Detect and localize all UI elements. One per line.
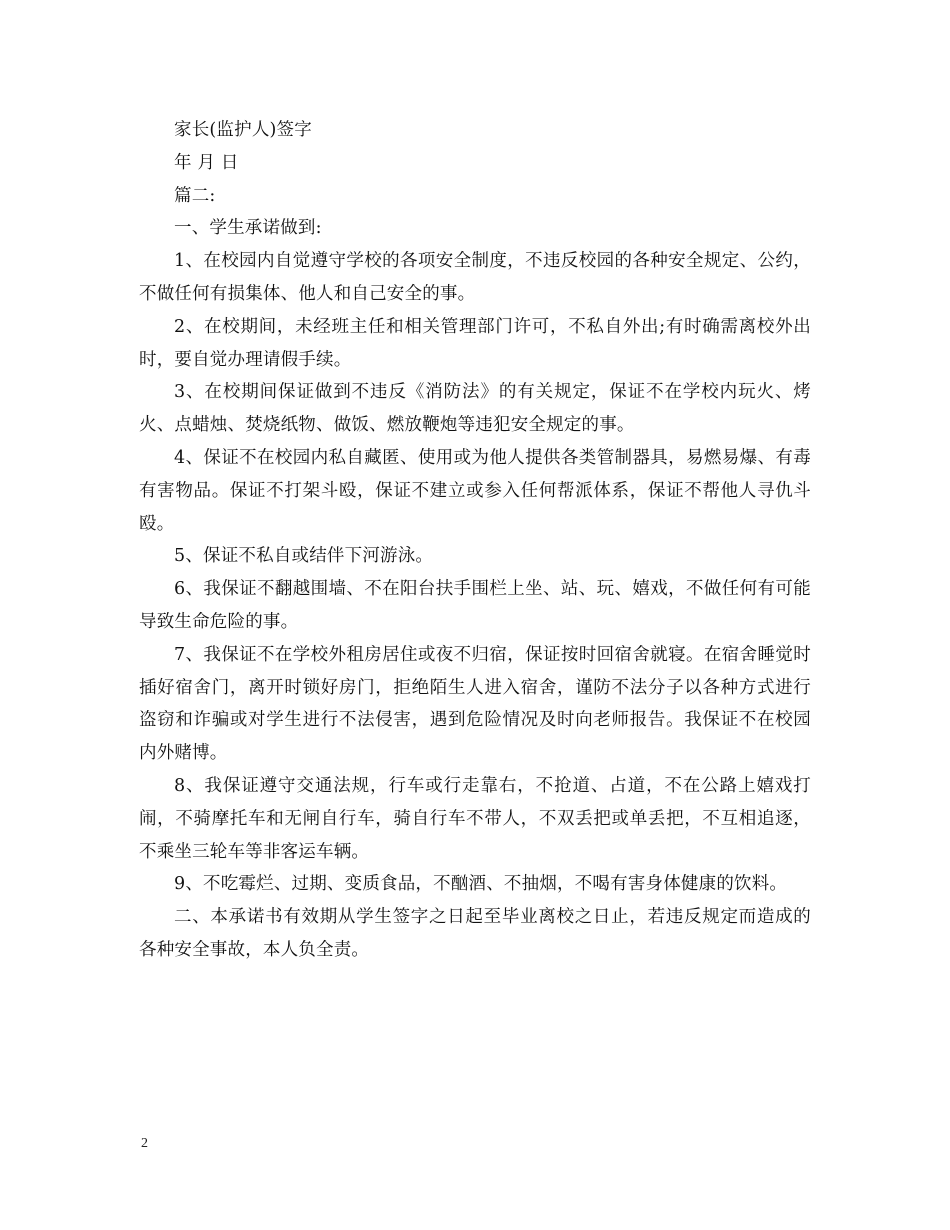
validity-clause: 二、本承诺书有效期从学生签字之日起至毕业离校之日止，若违反规定而造成的各种安全事故，本人负全责。 xyxy=(139,907,811,960)
commitment-item-3: 3、在校期间保证做到不违反《消防法》的有关规定，保证不在学校内玩火、烤火、点蜡烛、焚烧纸物、做饭、燃放鞭炮等违犯安全规定的事。 xyxy=(139,382,811,436)
section-heading: 篇二: xyxy=(174,185,216,206)
date-line: 年 月 日 xyxy=(174,152,239,173)
commitment-item-6: 6、我保证不翻越围墙、不在阳台扶手围栏上坐、站、玩、嬉戏，不做任何有可能导致生命危险的事。 xyxy=(139,579,811,632)
commitment-item-4: 4、保证不在校园内私自藏匿、使用或为他人提供各类管制器具，易燃易爆、有毒有害物品。保证不打架斗殴，保证不建立或参入任何帮派体系，保证不帮他人寻仇斗殴。 xyxy=(139,447,811,534)
commitment-heading: 一、学生承诺做到: xyxy=(174,218,322,239)
guardian-signature-line: 家长(监护人)签字 xyxy=(174,120,312,140)
commitment-item-1: 1、在校园内自觉遵守学校的各项安全制度，不违反校园的各种安全规定、公约，不做任何有损集体、他人和自己安全的事。 xyxy=(139,251,811,304)
page-number: 2 xyxy=(141,1136,148,1151)
commitment-item-2: 2、在校期间，未经班主任和相关管理部门许可，不私自外出;有时确需离校外出时，要自觉办理请假手续。 xyxy=(139,316,811,370)
commitment-item-9: 9、不吃霉烂、过期、变质食品，不酗酒、不抽烟，不喝有害身体健康的饮料。 xyxy=(174,874,788,895)
commitment-item-7: 7、我保证不在学校外租房居住或夜不归宿，保证按时回宿舍就寝。在宿舍睡觉时插好宿舍门，离开时锁好房门，拒绝陌生人进入宿舍，谨防不法分子以各种方式进行盗窃和诈骗或对学生进行不法侵害，遇到危险情况及时向老师报告。我保证不在校园内外赌博。 xyxy=(139,644,811,764)
commitment-item-5: 5、保证不私自或结伴下河游泳。 xyxy=(174,546,434,567)
commitment-item-8: 8、我保证遵守交通法规，行车或行走靠右，不抢道、占道，不在公路上嬉戏打闹，不骑摩托车和无闸自行车，骑自行车不带人，不双丢把或单丢把，不互相追逐，不乘坐三轮车等非客运车辆。 xyxy=(139,775,811,862)
document-body xyxy=(139,114,811,967)
